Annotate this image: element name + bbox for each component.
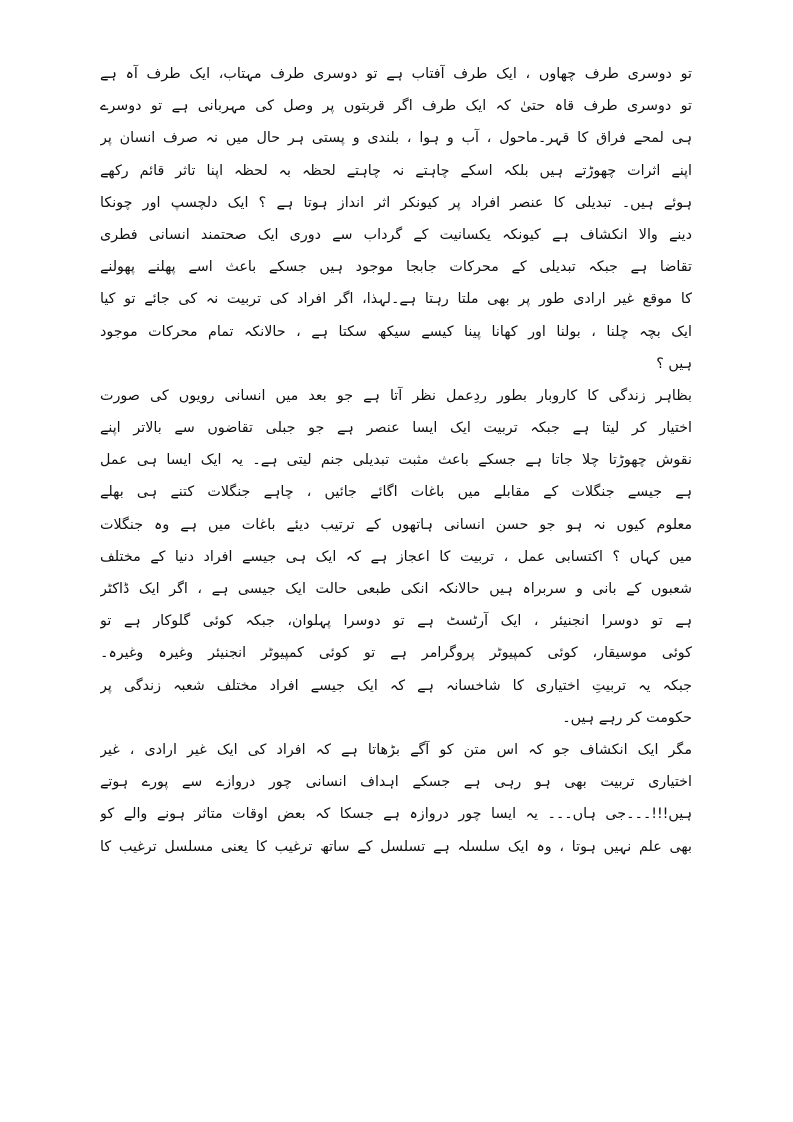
text-line: کا موقع غیر ارادی طور پر بھی ملتا رہتا ہے۔لہذا، اگر افراد کی تربیت نہ کی جائے تو کیا bbox=[100, 291, 692, 308]
paragraph-3 bbox=[100, 734, 692, 863]
text-line: بظاہر زندگی کا کاروبار بطور ردِعمل نظر آتا ہے جو بعد میں انسانی رویوں کی صورت bbox=[100, 387, 692, 404]
text-line: حکومت کر رہے ہیں۔ bbox=[562, 709, 692, 726]
text-line: ہوئے ہیں۔ تبدیلی کا عنصر افراد پر کیونکر اثر انداز ہوتا ہے ؟ ایک دلچسپ اور چونکا bbox=[100, 194, 692, 211]
text-line: ہیں!!!۔۔۔جی ہاں۔۔۔ یہ ایسا چور دروازہ ہے جسکا کہ بعض اوقات متاثر ہونے والے کو bbox=[100, 806, 692, 823]
paragraph-2 bbox=[100, 380, 692, 734]
text-line: شعبوں کے بانی و سربراہ ہیں حالانکہ انکی طبعی حالت ایک جیسی ہے ، اگر ایک ڈاکٹر bbox=[100, 581, 692, 597]
text-body bbox=[100, 58, 692, 863]
text-line: اختیاری تربیت بھی ہو رہی ہے جسکے اہداف انسانی چور دروازے سے پورے ہوتے bbox=[100, 774, 692, 791]
text-line: اپنے اثرات چھوڑتے ہیں بلکہ اسکے چاہتے نہ چاہتے لحظہ بہ لحظہ اپنا تاثر قائم رکھے bbox=[100, 162, 692, 179]
text-line: بھی علم نہیں ہوتا ، وہ ایک سلسلہ ہے تسلسل کے ساتھ ترغیب کا یعنی مسلسل ترغیب کا bbox=[100, 838, 692, 855]
text-line: دینے والا انکشاف ہے کیونکہ یکسانیت کے گرداب سے دوری ایک صحتمند انسانی فطری bbox=[100, 226, 692, 243]
paragraph-1 bbox=[100, 58, 692, 380]
text-line: ہی لمحے فراق کا قہر۔ماحول ، آب و ہوا ، بلندی و پستی ہر حال میں نہ صرف انسان پر bbox=[100, 130, 692, 147]
text-line: تقاضا ہے جبکہ تبدیلی کے محرکات جابجا موجود ہیں جسکے باعث اسے پھلنے پھولنے bbox=[100, 259, 692, 276]
text-line: معلوم کیوں نہ ہو جو حسن انسانی ہاتھوں کے ترتیب دیئے باغات میں ہے وہ جنگلات bbox=[100, 516, 692, 533]
text-line: کوئی موسیقار، کوئی کمپیوٹر پروگرامر ہے تو کوئی کمپیوٹر انجنیئر وغیرہ وغیرہ۔ bbox=[100, 645, 692, 662]
text-line: اختیار کر لیتا ہے جبکہ تربیت ایک ایسا عنصر ہے جو جبلی تقاضوں سے بالاتر اپنے bbox=[100, 420, 692, 437]
text-line: ایک بچہ چلنا ، بولنا اور کھانا پینا کیسے سیکھ سکتا ہے ، حالانکہ تمام محرکات موجود bbox=[100, 323, 692, 340]
text-line: تو دوسری طرف چھاوں ، ایک طرف آفتاب ہے تو دوسری طرف مہتاب، ایک طرف آہ ہے bbox=[100, 66, 692, 82]
text-line: ہے تو دوسرا انجنیئر ، ایک آرٹسٹ ہے تو دوسرا پہلوان، جبکہ کوئی گلوکار ہے تو bbox=[100, 613, 692, 630]
text-line: ہے جیسے جنگلات کے مقابلے میں باغات اگائے جائیں ، چاہے جنگلات کتنے ہی بھلے bbox=[100, 484, 692, 501]
text-line: تو دوسری طرف قاہ حتیٰ کہ ایک طرف اگر قربتوں پر وصل کی مہربانی ہے تو دوسرے bbox=[100, 98, 692, 115]
text-line: نقوش چھوڑتا چلا جاتا ہے جسکے باعث مثبت تبدیلی جنم لیتی ہے۔ یہ ایک ایسا ہی عمل bbox=[100, 452, 692, 469]
text-line: ہیں ؟ bbox=[656, 355, 692, 372]
text-line: جبکہ یہ تربیتِ اختیاری کا شاخسانہ ہے کہ ایک جیسے افراد مختلف شعبہ زندگی پر bbox=[100, 677, 692, 694]
text-line: میں کہاں ؟ اکتسابی عمل ، تربیت کا اعجاز ہے کہ ایک ہی جیسے افراد دنیا کے مختلف bbox=[100, 548, 692, 565]
text-line: مگر ایک انکشاف جو کہ اس متن کو آگے بڑھاتا ہے کہ افراد کی ایک غیر ارادی ، غیر bbox=[100, 741, 692, 758]
